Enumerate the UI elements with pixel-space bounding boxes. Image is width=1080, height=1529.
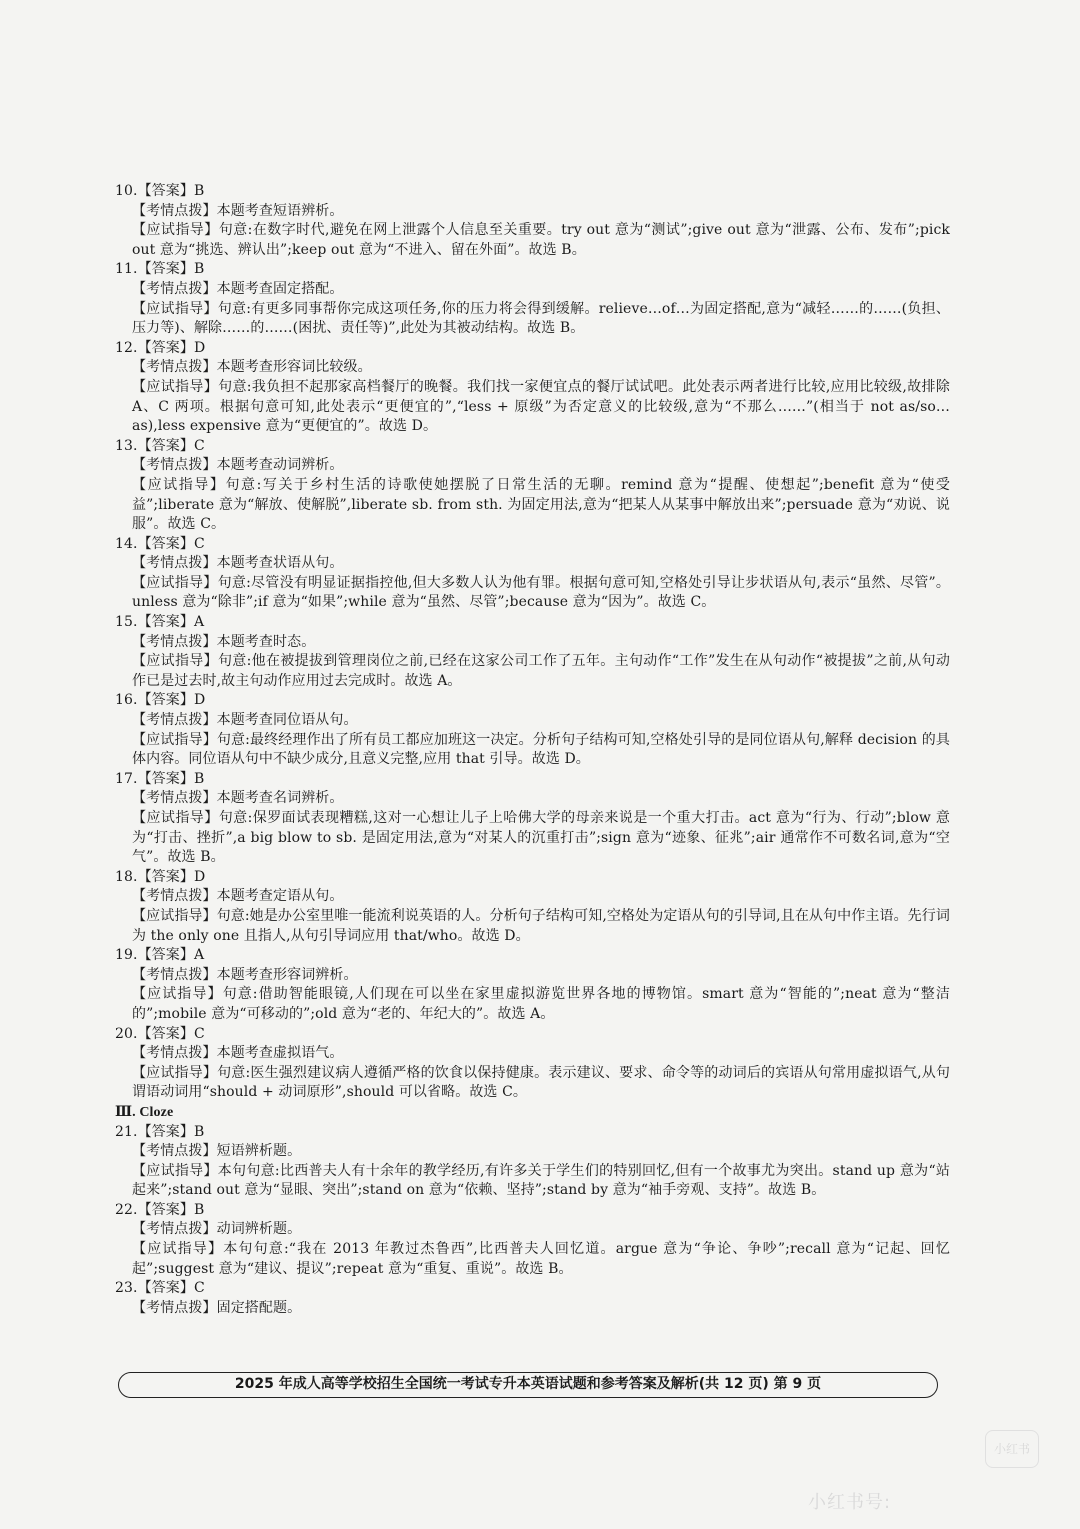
point-line — [115, 358, 950, 378]
guide-line — [115, 652, 950, 691]
point-tag: 【考情点拨】 — [132, 1221, 217, 1238]
question-number: 23. — [115, 1280, 138, 1297]
question-number: 13. — [115, 437, 138, 454]
guide-tag: 【应试指导】 — [132, 574, 218, 591]
guide-line — [115, 907, 950, 946]
watermark — [808, 1488, 891, 1514]
guide-text: 句意:我负担不起那家高档餐厅的晚餐。我们找一家便宜点的餐厅试试吧。此处表示两者进行比较,应用比较级,故排除 A、C 两项。根据句意可知,此处表示“更便宜的”,“less + 原级”为否定意义的比较级,意为“不那么……”(相当于 not as/so…as),less expensive 意为“更便宜的”。故选 D。 — [132, 378, 950, 435]
answer-value: B — [193, 183, 205, 199]
answer-item — [115, 182, 950, 260]
answer-line — [115, 868, 950, 888]
xiaohongshu-logo-icon — [985, 1430, 1039, 1468]
point-tag: 【考情点拨】 — [132, 555, 217, 572]
answer-value: B — [193, 770, 205, 787]
answer-value: D — [193, 868, 206, 885]
answer-item — [115, 1025, 950, 1103]
point-line — [115, 887, 950, 907]
guide-text: 句意:她是办公室里唯一能流利说英语的人。分析句子结构可知,空格处为定语从句的引导词,且在从句中作主语。先行词为 the only one 且指人,从句引导词应用 that/who。故选 D。 — [132, 907, 950, 944]
answer-tag: 【答案】 — [137, 339, 194, 356]
question-number: 14. — [115, 535, 138, 552]
answer-line — [115, 1279, 950, 1299]
answer-value: C — [193, 535, 205, 552]
answer-value: D — [193, 339, 206, 356]
point-tag: 【考情点拨】 — [132, 1143, 217, 1160]
answer-line — [115, 946, 950, 966]
guide-line — [115, 476, 950, 535]
guide-line — [115, 300, 950, 339]
answer-tag: 【答案】 — [137, 1280, 194, 1297]
answer-tag: 【答案】 — [137, 1123, 194, 1140]
point-tag: 【考情点拨】 — [132, 966, 217, 983]
answer-item — [115, 339, 950, 437]
answer-line — [115, 1123, 950, 1143]
answer-item — [115, 613, 950, 691]
point-text: 本题考查形容词比较级。 — [216, 359, 372, 376]
guide-tag: 【应试指导】 — [132, 731, 217, 748]
guide-text: 句意:在数字时代,避免在网上泄露个人信息至关重要。try out 意为“测试”;give out 意为“泄露、公布、发布”;pick out 意为“挑选、辨认出”;keep out 意为“不进入、留在外面”。故选 B。 — [132, 222, 950, 258]
section-heading: Ⅲ. Cloze — [115, 1104, 174, 1120]
point-text: 短语辨析题。 — [216, 1143, 302, 1160]
answer-item — [115, 770, 950, 868]
answer-item — [115, 946, 950, 1024]
guide-tag: 【应试指导】 — [132, 810, 219, 826]
guide-tag: 【应试指导】 — [132, 1241, 224, 1258]
guide-tag: 【应试指导】 — [132, 222, 219, 239]
question-number: 22. — [115, 1201, 138, 1218]
answer-value: C — [193, 1280, 205, 1297]
guide-tag: 【应试指导】 — [132, 653, 218, 670]
point-tag: 【考情点拨】 — [132, 888, 217, 905]
guide-text: 句意:最终经理作出了所有员工都应加班这一决定。分析句子结构可知,空格处引导的是同位语从句,解释 decision 的具体内容。同位语从句中不缺少成分,且意义完整,应用 that 引导。故选 D。 — [132, 731, 950, 768]
answer-tag: 【答案】 — [137, 183, 194, 199]
answer-item — [115, 1123, 950, 1201]
point-text: 本题考查同位语从句。 — [216, 712, 358, 729]
question-number: 15. — [115, 614, 138, 631]
point-line — [115, 1220, 950, 1240]
point-text: 本题考查状语从句。 — [216, 555, 344, 572]
answer-tag: 【答案】 — [137, 614, 194, 631]
point-line — [115, 789, 950, 809]
point-line — [115, 1142, 950, 1162]
answer-line — [115, 613, 950, 633]
point-line — [115, 1044, 950, 1064]
question-number: 16. — [115, 692, 138, 709]
answer-line — [115, 535, 950, 555]
guide-tag: 【应试指导】 — [132, 1162, 218, 1179]
answer-item — [115, 260, 950, 338]
point-text: 本题考查短语辨析。 — [216, 202, 344, 219]
answer-tag: 【答案】 — [137, 437, 194, 454]
point-line — [115, 280, 950, 300]
point-line — [115, 202, 950, 222]
point-text: 本题考查时态。 — [216, 633, 316, 650]
answer-tag: 【答案】 — [137, 947, 194, 964]
question-number: 18. — [115, 868, 138, 885]
point-line — [115, 554, 950, 574]
watermark-text: 小红书号: — [808, 1492, 892, 1513]
guide-tag: 【应试指导】 — [132, 1064, 218, 1081]
guide-line — [115, 985, 950, 1024]
guide-tag: 【应试指导】 — [132, 300, 218, 317]
answer-tag: 【答案】 — [137, 1201, 194, 1218]
point-tag: 【考情点拨】 — [132, 280, 217, 297]
point-text: 本题考查固定搭配。 — [216, 280, 344, 297]
point-line — [115, 966, 950, 986]
point-tag: 【考情点拨】 — [132, 712, 217, 729]
answer-tag: 【答案】 — [137, 770, 194, 787]
answer-line — [115, 437, 950, 457]
guide-text: 句意:有更多同事帮你完成这项任务,你的压力将会得到缓解。relieve…of…为固定搭配,意为“减轻……的……(负担、压力等)、解除……的……(困扰、责任等)”,此处为其被动结构。故选 B。 — [132, 300, 950, 337]
answer-value: A — [193, 614, 205, 631]
guide-line — [115, 731, 950, 770]
answer-tag: 【答案】 — [137, 535, 194, 552]
answer-line — [115, 770, 950, 790]
answer-tag: 【答案】 — [137, 1025, 194, 1042]
answer-value: C — [193, 437, 205, 454]
question-number: 10. — [115, 183, 138, 199]
guide-tag: 【应试指导】 — [132, 907, 217, 924]
point-tag: 【考情点拨】 — [132, 1045, 217, 1062]
answer-tag: 【答案】 — [137, 692, 194, 709]
guide-tag: 【应试指导】 — [132, 476, 226, 493]
guide-text: 句意:借助智能眼镜,人们现在可以坐在家里虚拟游览世界各地的博物馆。smart 意为“智能的”;neat 意为“整洁的”;mobile 意为“可移动的”;old 意为“老的、年纪大的”。故选 A。 — [132, 986, 950, 1022]
guide-line — [115, 1064, 950, 1103]
logo-text: 小红书 — [993, 1442, 1030, 1456]
question-number: 20. — [115, 1025, 138, 1042]
point-text: 本题考查虚拟语气。 — [216, 1045, 344, 1062]
guide-text: 本句句意:“我在 2013 年教过杰鲁西”,比西普夫人回忆道。argue 意为“争论、争吵”;recall 意为“记起、回忆起”;suggest 意为“建议、提议”;repeat 意为“重复、重说”。故选 B。 — [132, 1241, 950, 1277]
point-tag: 【考情点拨】 — [132, 202, 217, 219]
answer-item — [115, 691, 950, 769]
answer-item — [115, 535, 950, 613]
answer-value: B — [193, 261, 205, 278]
answer-value: D — [193, 692, 206, 709]
guide-text: 句意:尽管没有明显证据指控他,但大多数人认为他有罪。根据句意可知,空格处引导让步状语从句,表示“虽然、尽管”。unless 意为“除非”;if 意为“如果”;while 意为“虽然、尽管”;because 意为“因为”。故选 C。 — [132, 574, 950, 611]
question-number: 11. — [115, 261, 138, 278]
guide-text: 句意:保罗面试表现糟糕,这对一心想让儿子上哈佛大学的母亲来说是一个重大打击。act 意为“行为、行动”;blow 意为“打击、挫折”,a big blow to sb. 是固定用法,意为“对某人的沉重打击”;sign 意为“迹象、征兆”;air 通常作不可数名词,意为“空气”。故选 B。 — [132, 810, 950, 866]
answer-item — [115, 437, 950, 535]
point-text: 动词辨析题。 — [216, 1221, 302, 1238]
guide-text: 句意:医生强烈建议病人遵循严格的饮食以保持健康。表示建议、要求、命令等的动词后的宾语从句常用虚拟语气,从句谓语动词用“should + 动词原形”,should 可以省略。故选 C。 — [132, 1064, 950, 1101]
guide-line — [115, 809, 950, 868]
answer-tag: 【答案】 — [137, 868, 194, 885]
point-text: 本题考查名词辨析。 — [216, 790, 344, 807]
guide-line — [115, 574, 950, 613]
answer-value: C — [193, 1025, 205, 1042]
point-text: 固定搭配题。 — [216, 1299, 302, 1316]
guide-text: 句意:他在被提拔到管理岗位之前,已经在这家公司工作了五年。主句动作“工作”发生在从句动作“被提拔”之前,从句动作已是过去时,故主句动作应用过去完成时。故选 A。 — [132, 653, 950, 689]
page-footer — [118, 1372, 938, 1398]
point-line — [115, 1299, 950, 1319]
question-number: 21. — [115, 1123, 138, 1140]
point-line — [115, 633, 950, 653]
answer-line — [115, 260, 950, 280]
point-text: 本题考查定语从句。 — [216, 888, 344, 905]
guide-text: 句意:写关于乡村生活的诗歌使她摆脱了日常生活的无聊。remind 意为“提醒、使想起”;benefit 意为“使受益”;liberate 意为“解放、使解脱”,liberate sb. from sth. 为固定用法,意为“把某人从某事中解放出来”;persuade 意为“劝说、说服”。故选 C。 — [132, 476, 950, 533]
question-number: 19. — [115, 947, 138, 964]
question-number: 12. — [115, 339, 138, 356]
guide-tag: 【应试指导】 — [132, 378, 219, 395]
answer-content — [115, 182, 950, 1318]
point-tag: 【考情点拨】 — [132, 633, 217, 650]
answer-line — [115, 1025, 950, 1045]
answer-tag: 【答案】 — [137, 261, 194, 278]
answer-line — [115, 1201, 950, 1221]
guide-text: 本句句意:比西普夫人有十余年的教学经历,有许多关于学生们的特别回忆,但有一个故事尤为突出。stand up 意为“站起来”;stand out 意为“显眼、突出”;stand on 意为“依赖、坚持”;stand by 意为“袖手旁观、支持”。故选 B。 — [132, 1162, 950, 1199]
point-line — [115, 711, 950, 731]
point-line — [115, 456, 950, 476]
answer-value: B — [193, 1123, 205, 1140]
point-text: 本题考查形容词辨析。 — [216, 966, 358, 983]
answer-line — [115, 691, 950, 711]
answer-line — [115, 339, 950, 359]
answer-line — [115, 182, 950, 202]
question-number: 17. — [115, 770, 138, 787]
guide-line — [115, 1162, 950, 1201]
answer-value: A — [193, 947, 205, 964]
point-tag: 【考情点拨】 — [132, 359, 217, 376]
guide-line — [115, 378, 950, 437]
guide-tag: 【应试指导】 — [132, 986, 223, 1003]
point-tag: 【考情点拨】 — [132, 790, 217, 807]
guide-line — [115, 1240, 950, 1279]
point-tag: 【考情点拨】 — [132, 1299, 217, 1316]
answer-item — [115, 868, 950, 946]
answer-value: B — [193, 1201, 205, 1218]
point-text: 本题考查动词辨析。 — [216, 457, 344, 474]
answer-item — [115, 1279, 950, 1318]
answer-item — [115, 1201, 950, 1279]
point-tag: 【考情点拨】 — [132, 457, 217, 474]
guide-line — [115, 221, 950, 260]
footer-text: 2025 年成人高等学校招生全国统一考试专升本英语试题和参考答案及解析(共 12 页) 第 9 页 — [234, 1376, 822, 1392]
